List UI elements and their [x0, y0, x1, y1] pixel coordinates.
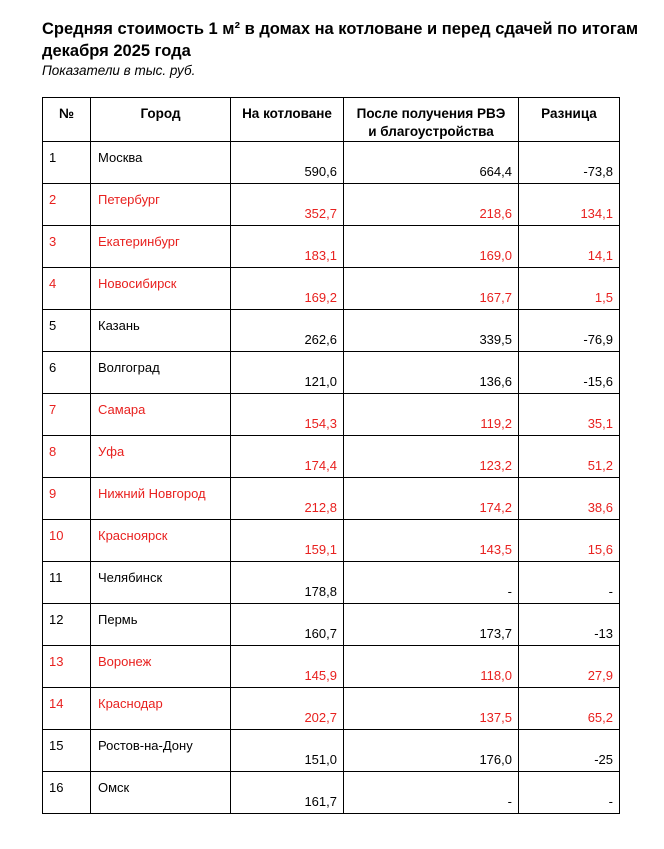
header-pit: На котловане	[231, 98, 344, 142]
row-city: Петербург	[91, 184, 231, 226]
row-pit-price: 174,4	[231, 436, 344, 478]
table-row	[43, 184, 620, 226]
row-city: Нижний Новгород	[91, 478, 231, 520]
row-after-price: 176,0	[344, 730, 519, 772]
row-city: Новосибирск	[91, 268, 231, 310]
header-diff: Разница	[519, 98, 620, 142]
row-after-price: 118,0	[344, 646, 519, 688]
row-difference: -	[519, 562, 620, 604]
row-after-price: 173,7	[344, 604, 519, 646]
header-after-line2: и благоустройства	[368, 124, 494, 139]
row-after-price: 137,5	[344, 688, 519, 730]
table-body	[43, 142, 620, 814]
row-difference: 14,1	[519, 226, 620, 268]
row-after-price: -	[344, 772, 519, 814]
header-num: №	[43, 98, 91, 142]
row-num: 6	[43, 352, 91, 394]
row-pit-price: 590,6	[231, 142, 344, 184]
row-pit-price: 352,7	[231, 184, 344, 226]
row-pit-price: 183,1	[231, 226, 344, 268]
row-after-price: -	[344, 562, 519, 604]
row-num: 9	[43, 478, 91, 520]
row-num: 7	[43, 394, 91, 436]
table-row	[43, 604, 620, 646]
row-num: 14	[43, 688, 91, 730]
table-row	[43, 310, 620, 352]
header-city: Город	[91, 98, 231, 142]
row-pit-price: 202,7	[231, 688, 344, 730]
row-pit-price: 212,8	[231, 478, 344, 520]
row-after-price: 143,5	[344, 520, 519, 562]
row-city: Самара	[91, 394, 231, 436]
row-after-price: 664,4	[344, 142, 519, 184]
row-difference: 65,2	[519, 688, 620, 730]
row-pit-price: 169,2	[231, 268, 344, 310]
row-difference: 15,6	[519, 520, 620, 562]
row-difference: 35,1	[519, 394, 620, 436]
table-row	[43, 394, 620, 436]
page-subtitle: Показатели в тыс. руб.	[42, 63, 196, 78]
row-num: 10	[43, 520, 91, 562]
price-table	[42, 97, 620, 814]
table-row	[43, 478, 620, 520]
row-city: Челябинск	[91, 562, 231, 604]
table-row	[43, 142, 620, 184]
table-row	[43, 730, 620, 772]
table-row	[43, 646, 620, 688]
row-num: 1	[43, 142, 91, 184]
row-after-price: 123,2	[344, 436, 519, 478]
row-city: Краснодар	[91, 688, 231, 730]
row-difference: 134,1	[519, 184, 620, 226]
table-row	[43, 352, 620, 394]
row-after-price: 169,0	[344, 226, 519, 268]
table-row	[43, 268, 620, 310]
row-difference: -76,9	[519, 310, 620, 352]
row-difference: -15,6	[519, 352, 620, 394]
row-city: Воронеж	[91, 646, 231, 688]
row-num: 8	[43, 436, 91, 478]
row-num: 16	[43, 772, 91, 814]
table-row	[43, 520, 620, 562]
row-num: 2	[43, 184, 91, 226]
row-after-price: 167,7	[344, 268, 519, 310]
row-difference: 27,9	[519, 646, 620, 688]
row-num: 13	[43, 646, 91, 688]
row-num: 15	[43, 730, 91, 772]
table-header-row	[43, 98, 620, 142]
row-city: Ростов-на-Дону	[91, 730, 231, 772]
row-after-price: 218,6	[344, 184, 519, 226]
row-difference: 51,2	[519, 436, 620, 478]
row-difference: 1,5	[519, 268, 620, 310]
row-city: Пермь	[91, 604, 231, 646]
row-city: Волгоград	[91, 352, 231, 394]
row-pit-price: 178,8	[231, 562, 344, 604]
row-city: Казань	[91, 310, 231, 352]
table-row	[43, 772, 620, 814]
row-pit-price: 145,9	[231, 646, 344, 688]
row-num: 5	[43, 310, 91, 352]
row-after-price: 136,6	[344, 352, 519, 394]
row-difference: -73,8	[519, 142, 620, 184]
row-difference: -	[519, 772, 620, 814]
row-after-price: 174,2	[344, 478, 519, 520]
row-difference: 38,6	[519, 478, 620, 520]
row-pit-price: 154,3	[231, 394, 344, 436]
row-after-price: 119,2	[344, 394, 519, 436]
row-pit-price: 262,6	[231, 310, 344, 352]
row-city: Омск	[91, 772, 231, 814]
row-num: 12	[43, 604, 91, 646]
table-row	[43, 226, 620, 268]
row-after-price: 339,5	[344, 310, 519, 352]
row-pit-price: 159,1	[231, 520, 344, 562]
row-difference: -25	[519, 730, 620, 772]
row-difference: -13	[519, 604, 620, 646]
row-pit-price: 160,7	[231, 604, 344, 646]
header-after	[344, 98, 519, 142]
row-pit-price: 121,0	[231, 352, 344, 394]
row-city: Красноярск	[91, 520, 231, 562]
row-city: Уфа	[91, 436, 231, 478]
row-pit-price: 161,7	[231, 772, 344, 814]
page-title: Средняя стоимость 1 м² в домах на котловане и перед сдачей по итогам декабря 2025 года	[42, 20, 639, 60]
row-num: 4	[43, 268, 91, 310]
row-pit-price: 151,0	[231, 730, 344, 772]
row-num: 11	[43, 562, 91, 604]
table-row	[43, 436, 620, 478]
table-row	[43, 688, 620, 730]
row-city: Москва	[91, 142, 231, 184]
row-city: Екатеринбург	[91, 226, 231, 268]
table-row	[43, 562, 620, 604]
header-after-line1: После получения РВЭ	[356, 106, 506, 121]
row-num: 3	[43, 226, 91, 268]
